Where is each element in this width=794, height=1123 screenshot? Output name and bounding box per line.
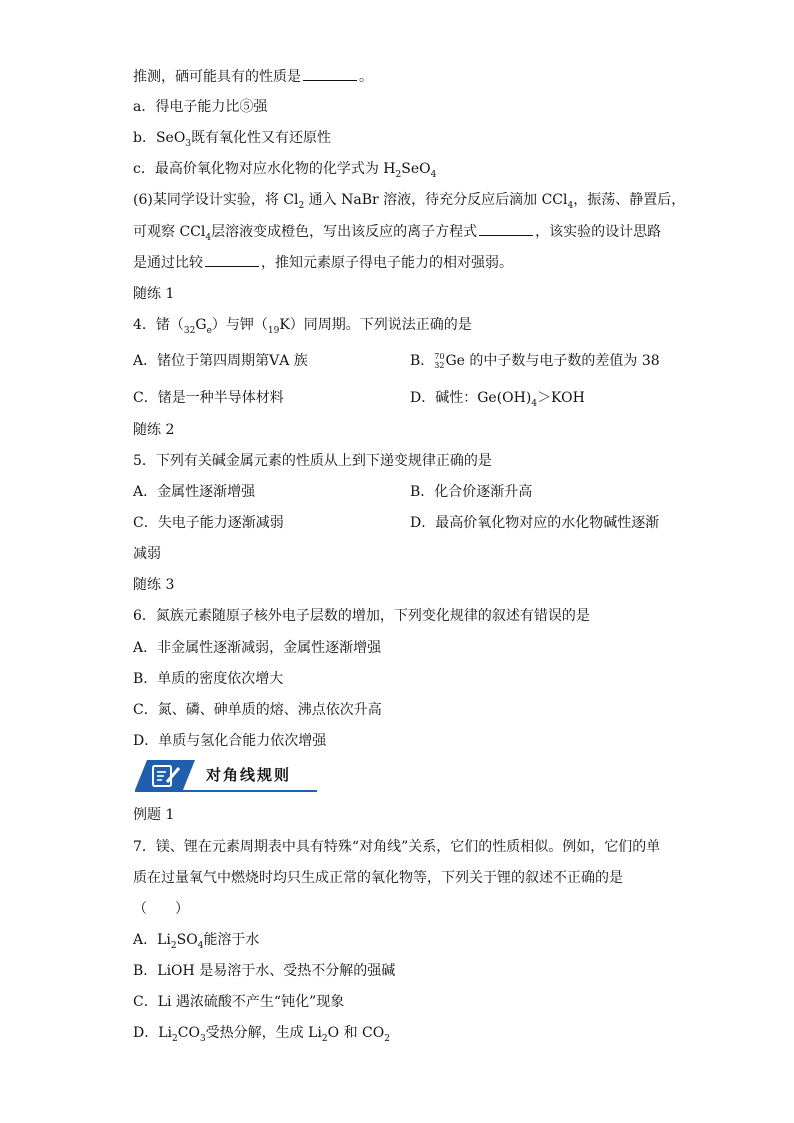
answer-parentheses[interactable]: （ ） (133, 901, 189, 917)
subscript: 4 (430, 169, 437, 180)
option-b (133, 128, 331, 148)
text: K）同周期。下列说法正确的是 (279, 317, 472, 333)
subscript: e (206, 325, 212, 336)
subscript: 3 (199, 1033, 206, 1044)
text: Ge 的中子数与电子数的差值为 38 (445, 353, 660, 369)
answer-blank[interactable] (303, 66, 357, 81)
question-7-line-1: 7．镁、锂在元素周期表中具有特殊“对角线”关系，它们的性质相似。例如，它们的单 (133, 839, 661, 855)
text: 推测，硒可能具有的性质是 (133, 69, 301, 85)
subscript: 4 (567, 200, 574, 211)
option-b: B．LiOH 是易溶于水、受热不分解的强碱 (133, 963, 396, 979)
option-d: D．单质与氢化合能力依次增强 (133, 733, 327, 749)
text: SO (176, 932, 198, 948)
option-b: B．单质的密度依次增大 (133, 671, 284, 687)
section-label: 随练 2 (133, 422, 175, 438)
question-6: 6．氮族元素随原子核外电子层数的增加，下列变化规律的叙述有错误的是 (133, 608, 590, 624)
option-c: C．锗是一种半导体材料 (133, 390, 284, 406)
text: A．Li (133, 932, 171, 948)
subscript: 4 (531, 398, 538, 409)
text: 受热分解，生成 Li (205, 1025, 322, 1041)
text: ，推知元素原子得电子能力的相对强弱。 (261, 255, 513, 271)
text: B． (410, 353, 435, 369)
option-c: C．Li 遇浓硫酸不产生“钝化”现象 (133, 994, 345, 1010)
text: D．Li (133, 1025, 172, 1041)
text: 是通过比较 (133, 255, 203, 271)
option-c (133, 159, 436, 179)
section-label: 随练 1 (133, 286, 175, 302)
text: ，该实验的设计思路 (535, 224, 662, 240)
subscript: 2 (395, 169, 402, 180)
subscript: 2 (172, 1033, 178, 1044)
subscript: 19 (267, 325, 280, 336)
option-a (133, 930, 259, 950)
answer-blank[interactable] (205, 252, 259, 267)
subscript: 32 (183, 325, 196, 336)
text: b．SeO (133, 130, 186, 146)
subscript: 2 (298, 200, 305, 211)
text: 。 (359, 69, 373, 85)
text-line (133, 66, 373, 87)
text: (6)某同学设计实验，将 Cl (133, 192, 299, 208)
text: G (195, 317, 207, 333)
option-d: D．最高价氧化物对应的水化物碱性逐渐 (410, 515, 660, 531)
text: ，振荡、静置后， (573, 192, 686, 208)
option-a: a．得电子能力比⑤强 (133, 99, 268, 115)
section-label: 随练 3 (133, 577, 175, 593)
isotope-notation (434, 352, 444, 370)
subscript: 2 (321, 1033, 328, 1044)
text: 通入 NaBr 溶液，待充分反应后滴加 CCl (304, 192, 568, 208)
text: ）与钾（ (211, 317, 268, 333)
subscript: 3 (185, 138, 192, 149)
text: D．碱性：Ge(OH) (410, 390, 532, 406)
section-label: 例题 1 (133, 807, 175, 823)
subscript: 2 (170, 940, 177, 951)
option-d-continued: 减弱 (133, 546, 161, 562)
text: c．最高价氧化物对应水化物的化学式为 H (133, 161, 396, 177)
answer-blank[interactable] (479, 221, 533, 236)
text: O 和 CO (327, 1025, 385, 1041)
subscript: 4 (205, 232, 212, 243)
option-b (410, 351, 660, 371)
text: SeO (401, 161, 431, 177)
option-d (133, 1023, 390, 1043)
question-7-line-2: 质在过量氧气中燃烧时均只生成正常的氧化物等，下列关于锂的叙述不正确的是 (133, 870, 623, 886)
subscript: 2 (384, 1033, 390, 1044)
text: 层溶液变成橙色，写出该反应的离子方程式 (211, 224, 478, 240)
text: 既有氧化性又有还原性 (191, 130, 332, 146)
text: 可观察 CCl (133, 224, 206, 240)
option-a: A．金属性逐渐增强 (133, 484, 256, 500)
subscript: 4 (197, 940, 204, 951)
text: ＞KOH (537, 390, 585, 406)
option-d (410, 388, 585, 408)
text: 4．锗（ (133, 317, 184, 333)
option-a: A．锗位于第四周期第ⅤA 族 (133, 353, 308, 369)
option-b: B．化合价逐渐升高 (410, 484, 533, 500)
atomic-number: 32 (434, 361, 445, 370)
question-6-line-3 (133, 252, 513, 273)
mass-number: 70 (434, 352, 445, 361)
question-6-line-2 (133, 221, 661, 242)
question-6-line-1 (133, 190, 685, 210)
question-4 (133, 315, 472, 335)
text: CO (177, 1025, 200, 1041)
option-a: A．非金属性逐渐减弱，金属性逐渐增强 (133, 640, 382, 656)
question-5: 5．下列有关碱金属元素的性质从上到下递变规律正确的是 (133, 453, 492, 469)
banner-title: 对角线规则 (206, 766, 292, 784)
option-c: C．氮、磷、砷单质的熔、沸点依次升高 (133, 702, 382, 718)
option-c: C．失电子能力逐渐减弱 (133, 515, 284, 531)
text: 能溶于水 (203, 932, 260, 948)
banner-underline (135, 790, 317, 792)
